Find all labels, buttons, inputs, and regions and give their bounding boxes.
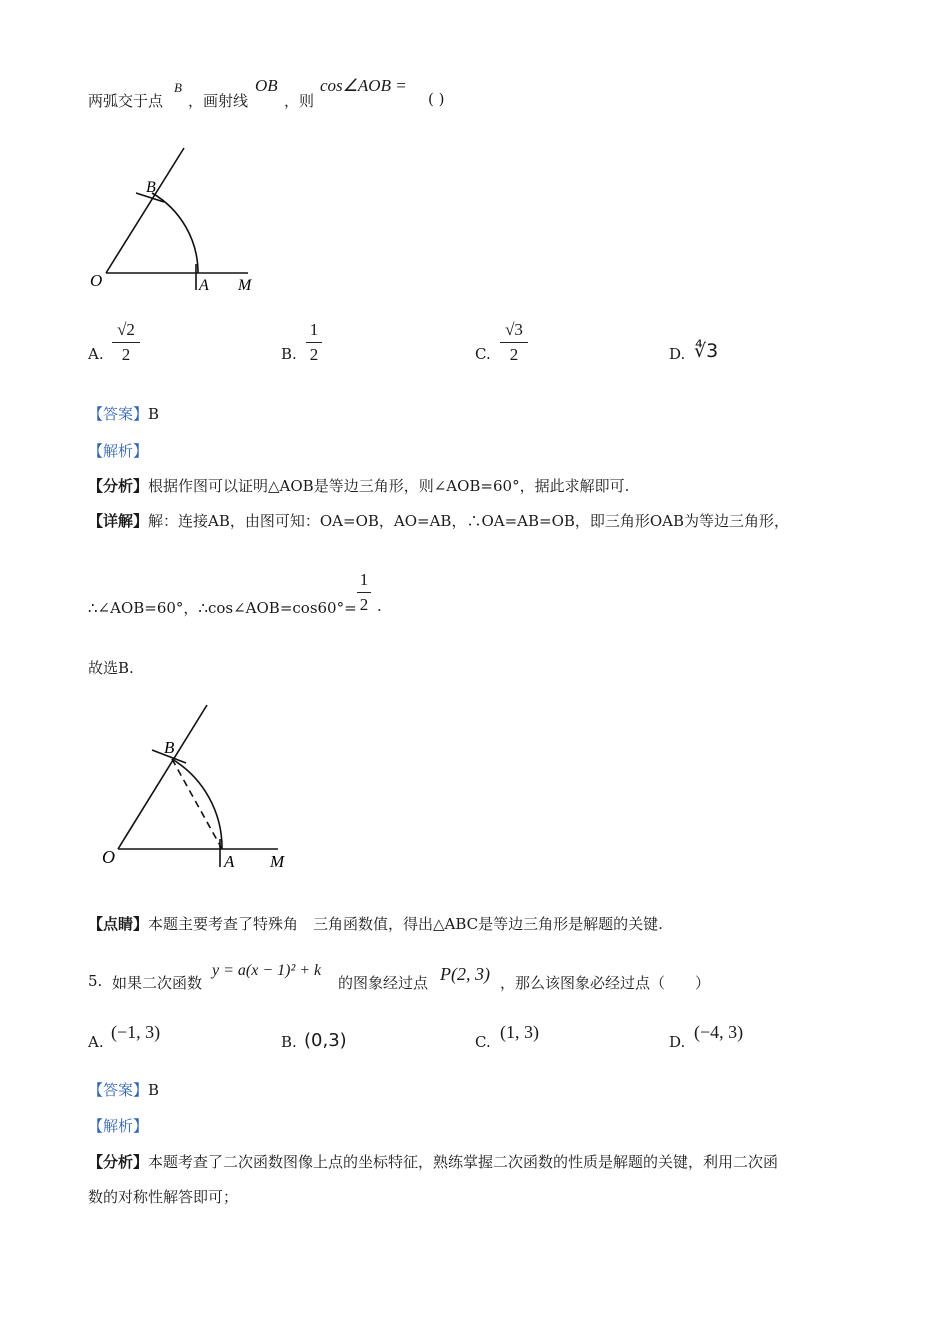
q5-analysis-tag: 【解析】	[88, 1117, 149, 1135]
q4-option-b-num: 1	[309, 320, 319, 339]
q5-fenxi-line2: 数的对称性解答即可；	[88, 1188, 239, 1206]
q4-option-d-label: D.	[669, 345, 686, 363]
figure2-dashed-ab	[172, 759, 222, 849]
q5-option-c-value: (1, 3)	[500, 1022, 539, 1042]
q5-answer-value: B	[148, 1081, 160, 1099]
q4-option-b-den: 2	[309, 345, 319, 364]
q5-fenxi-line1: 本题考查了二次函数图像上点的坐标特征，熟练掌握二次函数的性质是解题的关键，利用二次函	[148, 1153, 779, 1171]
q4-option-a-label: A.	[88, 345, 104, 363]
figure-label-o: O	[90, 271, 103, 290]
q4-option-c-label: C.	[475, 345, 491, 363]
q5-option-a-label: A.	[88, 1033, 104, 1051]
q4-answer-tag: 【答案】	[88, 405, 149, 423]
q4-therefore-end: .	[377, 597, 382, 615]
figure2-label-a: A	[224, 852, 235, 871]
q4-option-a-fraction	[112, 320, 140, 365]
q4-option-b-label: B.	[281, 345, 297, 363]
q4-choose: 故选B.	[88, 659, 134, 677]
q4-option-c-fraction	[500, 320, 528, 365]
q4-dianjing	[88, 913, 663, 934]
q4-figure-1	[80, 140, 280, 300]
figure-label-m: M	[238, 277, 252, 294]
figure2-label-b: B	[164, 738, 175, 757]
q4-fenxi	[88, 475, 629, 496]
q4-answer-value: B	[148, 405, 160, 423]
q5-option-d-value: (−4, 3)	[694, 1022, 744, 1042]
q4-paren: ( )	[428, 90, 445, 108]
q5-stem-start: 如果二次函数	[112, 974, 203, 992]
q4-expr: cos∠AOB =	[320, 76, 407, 95]
q4-stem-then: ，则	[284, 92, 315, 110]
q5-option-d-label: D.	[669, 1033, 686, 1051]
q5-option-b-value: (0,3)	[304, 1030, 347, 1051]
q4-option-c-num: √3	[505, 320, 523, 339]
q4-therefore-num: 1	[359, 570, 369, 589]
figure-label-a: A	[199, 277, 209, 294]
q4-ray-label: OB	[255, 76, 278, 95]
q5-point: P(2, 3)	[440, 964, 490, 984]
figure-label-b: B	[146, 179, 156, 196]
q4-stem	[88, 76, 888, 112]
q4-xiangjie	[88, 510, 789, 531]
q5-answer-tag: 【答案】	[88, 1081, 149, 1099]
q4-fenxi-tag: 【分析】	[88, 477, 149, 495]
q5-stem-end: ，那么该图象必经过点（ ）	[500, 974, 711, 992]
q5-stem	[88, 960, 908, 994]
q5-stem-mid: 的图象经过点	[338, 974, 429, 992]
figure2-label-m: M	[270, 852, 285, 871]
q4-dianjing-tag: 【点睛】	[88, 915, 149, 933]
q5-option-c-label: C.	[475, 1033, 491, 1051]
q4-figure-2	[90, 695, 310, 875]
q5-fenxi-tag: 【分析】	[88, 1153, 149, 1171]
q4-answer	[88, 403, 159, 424]
q4-analysis-tag: 【解析】	[88, 442, 149, 460]
q5-func: y = a(x − 1)² + k	[212, 962, 322, 979]
q4-dianjing-text: 本题主要考查了特殊角 三角函数值，得出△ABC是等边三角形是解题的关键.	[148, 915, 663, 933]
q4-point-b: B	[174, 80, 182, 95]
figure2-label-o: O	[102, 847, 115, 867]
q5-number: 5.	[88, 972, 103, 990]
q4-option-a-den: 2	[121, 345, 131, 364]
q4-option-d-value: ∜3	[694, 340, 719, 362]
q4-option-b-fraction	[306, 320, 322, 365]
q4-stem-mid: ，画射线	[188, 92, 249, 110]
q4-option-a-num: √2	[117, 320, 135, 339]
q5-fenxi	[88, 1151, 778, 1172]
q4-xiangjie-text: 解：连接AB，由图可知：OA=OB，AO=AB，∴OA=AB=OB，即三角形OAB为等边三角形，	[148, 512, 790, 530]
q4-option-c-den: 2	[509, 345, 519, 364]
q4-therefore-fraction	[357, 570, 371, 615]
q4-xiangjie-tag: 【详解】	[88, 512, 149, 530]
q4-stem-start: 两弧交于点	[88, 92, 164, 110]
q4-fenxi-text: 根据作图可以证明△AOB是等边三角形，则∠AOB=60°，据此求解即可.	[148, 477, 630, 495]
q4-therefore-text: ∴∠AOB=60°，∴cos∠AOB=cos60°=	[88, 599, 357, 617]
figure-ray-ob	[106, 148, 184, 273]
q4-therefore-den: 2	[359, 595, 369, 614]
figure-arc	[152, 193, 198, 273]
q5-option-a-value: (−1, 3)	[111, 1022, 161, 1042]
q5-option-b-label: B.	[281, 1033, 297, 1051]
q5-answer	[88, 1079, 159, 1100]
